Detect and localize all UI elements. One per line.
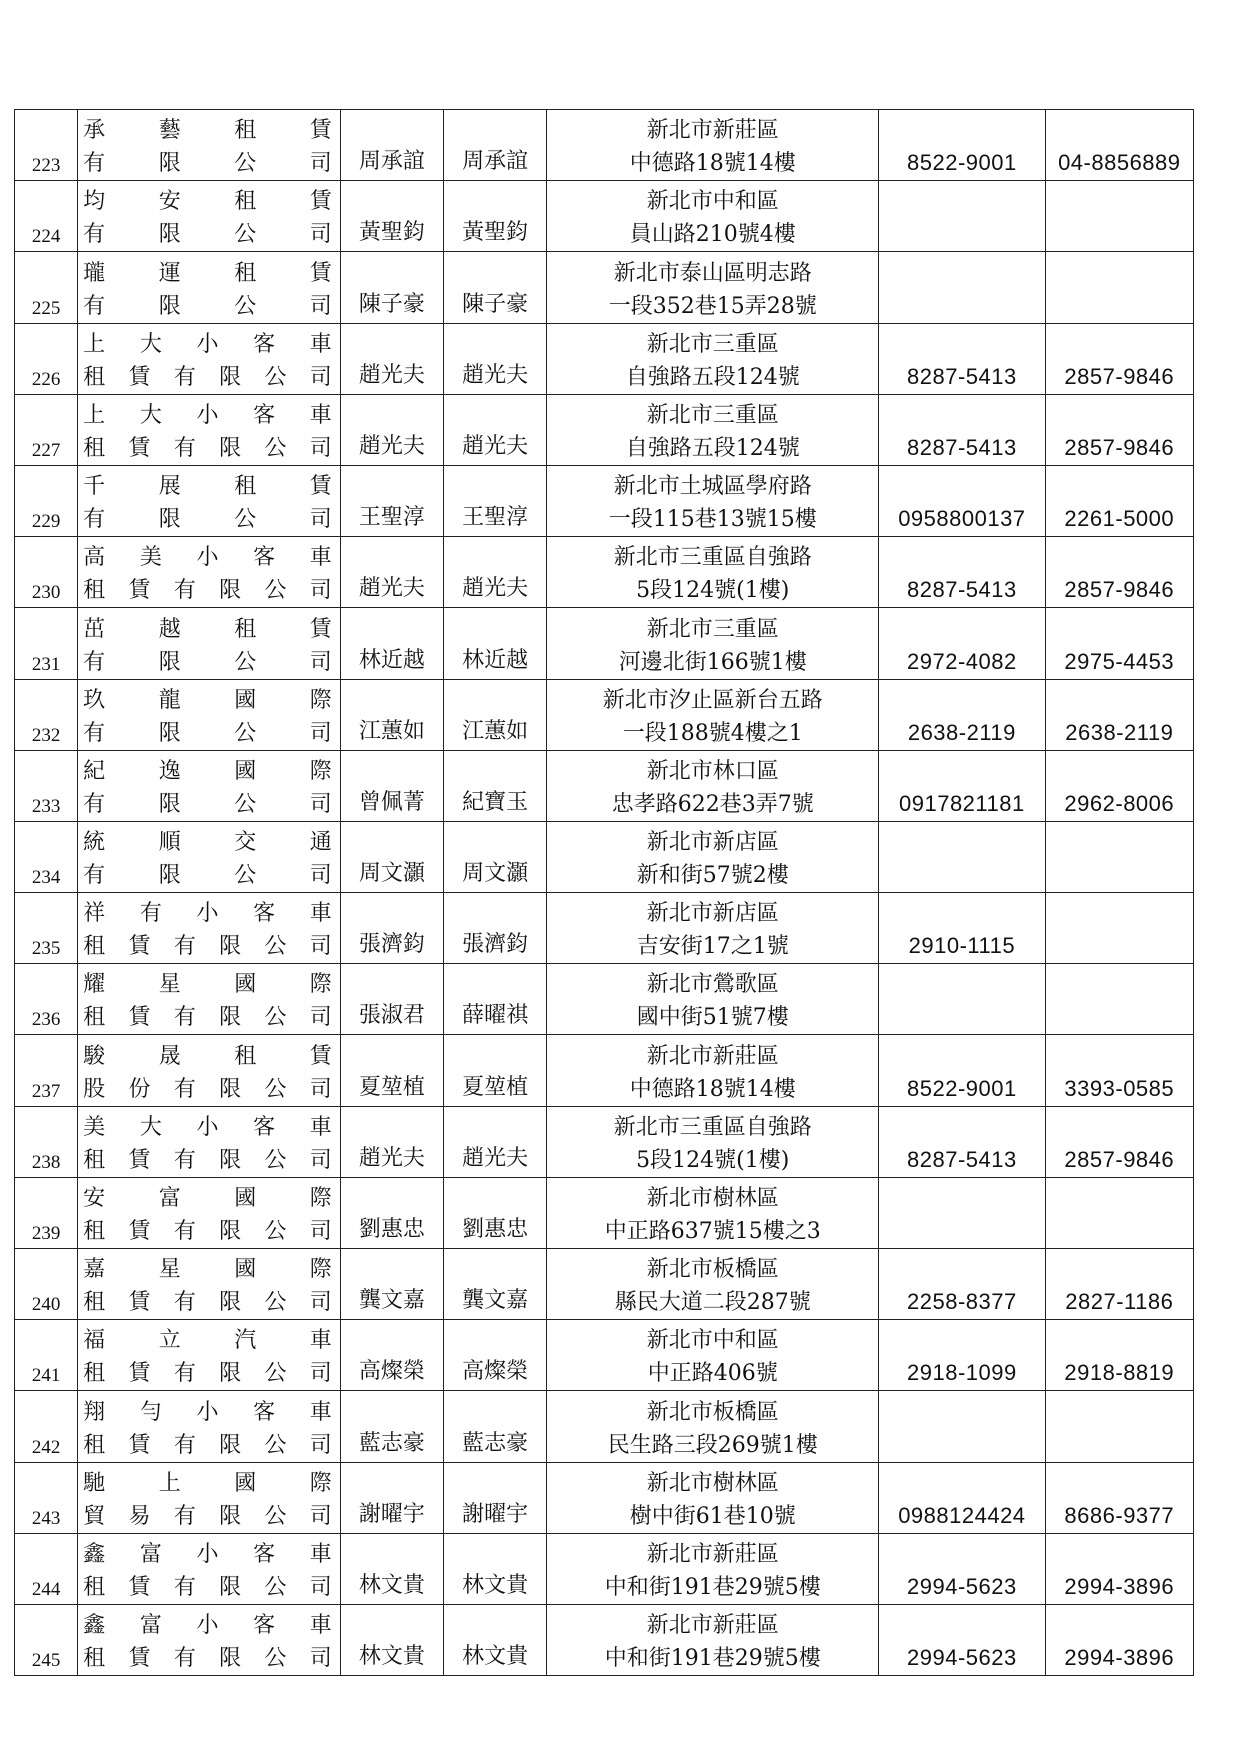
phone-number: 2918-1099 (879, 1320, 1045, 1391)
representative: 周文灝 (340, 821, 443, 892)
company-name-line: 有 限 公 司 (83, 791, 332, 817)
company-name-line: 股 份 有 限 公 司 (83, 1076, 332, 1102)
company-name (78, 750, 341, 821)
address-line: 新北市三重區自強路 (613, 1114, 812, 1140)
row-number: 234 (15, 821, 78, 892)
fax-number: 2638-2119 (1045, 679, 1193, 750)
company-name-line: 鑫 富 小 客 車 (83, 1613, 332, 1639)
phone-number (879, 181, 1045, 252)
address (547, 1106, 879, 1177)
contact-person: 王聖淳 (444, 465, 547, 536)
fax-number: 3393-0585 (1045, 1035, 1193, 1106)
phone-number (879, 821, 1045, 892)
contact-person: 高燦榮 (444, 1320, 547, 1391)
address (547, 750, 879, 821)
company-name (78, 1533, 341, 1604)
table-row (15, 1604, 1194, 1675)
fax-number: 2962-8006 (1045, 750, 1193, 821)
row-number: 225 (15, 252, 78, 323)
representative: 龔文嘉 (340, 1249, 443, 1320)
fax-number (1045, 1391, 1193, 1462)
company-name-line: 租 賃 有 限 公 司 (83, 1646, 332, 1672)
representative: 趙光夫 (340, 394, 443, 465)
fax-number (1045, 1177, 1193, 1248)
company-name (78, 537, 341, 608)
contact-person: 趙光夫 (444, 1106, 547, 1177)
company-name-line: 有 限 公 司 (83, 222, 332, 248)
address (547, 1391, 879, 1462)
company-name-line: 玖 龍 國 際 (83, 687, 332, 713)
address (547, 679, 879, 750)
company-name-line: 租 賃 有 限 公 司 (83, 1432, 332, 1458)
table-row (15, 1106, 1194, 1177)
company-name (78, 1391, 341, 1462)
company-name-line: 美 大 小 客 車 (83, 1114, 332, 1140)
fax-number: 2857-9846 (1045, 1106, 1193, 1177)
address (547, 537, 879, 608)
phone-number (879, 1177, 1045, 1248)
company-name (78, 110, 341, 181)
address-line: 河邊北街166號1樓 (618, 649, 807, 675)
company-name-line: 福 立 汽 車 (83, 1328, 332, 1354)
company-name (78, 1177, 341, 1248)
address (547, 893, 879, 964)
address (547, 181, 879, 252)
table-row (15, 1391, 1194, 1462)
contact-person: 張濟鈞 (444, 893, 547, 964)
address-line: 新北市板橋區 (646, 1399, 779, 1425)
representative: 黃聖鈞 (340, 181, 443, 252)
address-line: 樹中街61巷10號 (629, 1503, 796, 1529)
company-name-line: 有 限 公 司 (83, 863, 332, 889)
row-number: 243 (15, 1462, 78, 1533)
phone-number (879, 252, 1045, 323)
company-name (78, 1320, 341, 1391)
row-number: 232 (15, 679, 78, 750)
representative: 趙光夫 (340, 537, 443, 608)
company-name (78, 1035, 341, 1106)
address-line: 新北市新莊區 (646, 118, 779, 144)
row-number: 233 (15, 750, 78, 821)
fax-number (1045, 964, 1193, 1035)
address-line: 新北市樹林區 (646, 1186, 779, 1211)
company-name-line: 嘉 星 國 際 (83, 1257, 332, 1283)
row-number: 240 (15, 1249, 78, 1320)
address-line: 國中街51號7樓 (636, 1005, 789, 1031)
address-line: 5段124號(1樓) (636, 578, 790, 604)
address-line: 新北市樹林區 (646, 1470, 779, 1496)
table-row (15, 1249, 1194, 1320)
phone-number: 8287-5413 (879, 394, 1045, 465)
representative: 王聖淳 (340, 465, 443, 536)
table-row (15, 537, 1194, 608)
fax-number (1045, 252, 1193, 323)
company-name-line: 耀 星 國 際 (83, 972, 332, 998)
company-name (78, 608, 341, 679)
company-name-line: 高 美 小 客 車 (83, 545, 332, 571)
address-line: 新北市三重區自強路 (613, 545, 812, 571)
address-line: 員山路210號4樓 (629, 222, 796, 248)
address-line: 新北市林口區 (646, 758, 779, 784)
table-row (15, 750, 1194, 821)
address-line: 新北市板橋區 (646, 1257, 779, 1283)
row-number: 245 (15, 1604, 78, 1675)
contact-person: 趙光夫 (444, 537, 547, 608)
address-line: 新北市汐止區新台五路 (602, 687, 823, 713)
table-row (15, 323, 1194, 394)
table-row (15, 394, 1194, 465)
phone-number: 2638-2119 (879, 679, 1045, 750)
table-body (15, 110, 1194, 1676)
table-row (15, 1035, 1194, 1106)
rental-company-table (14, 109, 1194, 1676)
company-name (78, 1462, 341, 1533)
address (547, 608, 879, 679)
phone-number: 2258-8377 (879, 1249, 1045, 1320)
company-name (78, 964, 341, 1035)
row-number: 230 (15, 537, 78, 608)
address (547, 1462, 879, 1533)
company-name (78, 1106, 341, 1177)
company-name-line: 有 限 公 司 (83, 151, 332, 177)
address (547, 394, 879, 465)
representative: 曾佩菁 (340, 750, 443, 821)
company-name (78, 394, 341, 465)
table-row (15, 1462, 1194, 1533)
contact-person: 林近越 (444, 608, 547, 679)
address-line: 新北市新莊區 (646, 1043, 779, 1069)
table-row (15, 821, 1194, 892)
address (547, 323, 879, 394)
phone-number: 8287-5413 (879, 323, 1045, 394)
fax-number: 2857-9846 (1045, 323, 1193, 394)
address-line: 新北市土城區學府路 (613, 474, 812, 500)
representative: 高燦榮 (340, 1320, 443, 1391)
address-line: 自強路五段124號 (625, 364, 800, 390)
fax-number (1045, 821, 1193, 892)
address-line: 新北市新莊區 (646, 1541, 779, 1567)
company-name-line: 祥 有 小 客 車 (83, 901, 332, 927)
row-number: 241 (15, 1320, 78, 1391)
representative: 林近越 (340, 608, 443, 679)
address (547, 465, 879, 536)
representative: 張濟鈞 (340, 893, 443, 964)
row-number: 227 (15, 394, 78, 465)
representative: 陳子豪 (340, 252, 443, 323)
address-line: 新北市新莊區 (646, 1613, 779, 1639)
company-name-line: 瓏 運 租 賃 (83, 260, 332, 286)
representative: 張淑君 (340, 964, 443, 1035)
company-name-line: 上 大 小 客 車 (83, 331, 332, 357)
phone-number: 2910-1115 (879, 893, 1045, 964)
row-number: 226 (15, 323, 78, 394)
company-name-line: 均 安 租 賃 (83, 189, 332, 215)
company-name (78, 893, 341, 964)
company-name (78, 465, 341, 536)
address-line: 新和街57號2樓 (636, 863, 789, 889)
address-line: 新北市三重區 (646, 616, 779, 642)
fax-number: 2261-5000 (1045, 465, 1193, 536)
company-name (78, 821, 341, 892)
table-row (15, 465, 1194, 536)
phone-number: 8522-9001 (879, 1035, 1045, 1106)
contact-person: 夏堃植 (444, 1035, 547, 1106)
company-name (78, 323, 341, 394)
phone-number: 0958800137 (879, 465, 1045, 536)
company-name-line: 承 藝 租 賃 (83, 118, 332, 144)
company-name-line: 貿 易 有 限 公 司 (83, 1503, 332, 1529)
phone-number: 2972-4082 (879, 608, 1045, 679)
company-name-line: 千 展 租 賃 (83, 474, 332, 500)
company-name-line: 上 大 小 客 車 (83, 402, 332, 428)
phone-number: 8522-9001 (879, 110, 1045, 181)
company-name-line: 有 限 公 司 (83, 649, 332, 675)
company-name-line: 租 賃 有 限 公 司 (83, 1290, 332, 1316)
address-line: 一段115巷13號15樓 (608, 507, 817, 533)
phone-number (879, 1391, 1045, 1462)
representative: 林文貴 (340, 1604, 443, 1675)
address-line: 一段188號4樓之1 (622, 720, 803, 746)
address-line: 吉安街17之1號 (636, 934, 789, 960)
contact-person: 林文貴 (444, 1604, 547, 1675)
company-name-line: 有 限 公 司 (83, 720, 332, 746)
fax-number: 2994-3896 (1045, 1533, 1193, 1604)
address (547, 964, 879, 1035)
address-line: 中德路18號14樓 (629, 151, 796, 177)
fax-number (1045, 181, 1193, 252)
representative: 周承誼 (340, 110, 443, 181)
address (547, 1320, 879, 1391)
company-name-line: 租 賃 有 限 公 司 (83, 1219, 332, 1244)
contact-person: 薛曜祺 (444, 964, 547, 1035)
contact-person: 藍志豪 (444, 1391, 547, 1462)
company-name (78, 1604, 341, 1675)
row-number: 237 (15, 1035, 78, 1106)
address (547, 1249, 879, 1320)
company-name-line: 租 賃 有 限 公 司 (83, 1361, 332, 1387)
phone-number: 2994-5623 (879, 1533, 1045, 1604)
representative: 謝曜宇 (340, 1462, 443, 1533)
contact-person: 江蕙如 (444, 679, 547, 750)
table-row (15, 893, 1194, 964)
address-line: 民生路三段269號1樓 (607, 1432, 818, 1458)
phone-number (879, 964, 1045, 1035)
representative: 趙光夫 (340, 1106, 443, 1177)
phone-number: 8287-5413 (879, 1106, 1045, 1177)
address (547, 110, 879, 181)
address (547, 1035, 879, 1106)
contact-person: 陳子豪 (444, 252, 547, 323)
row-number: 242 (15, 1391, 78, 1462)
company-name-line: 租 賃 有 限 公 司 (83, 435, 332, 461)
company-name-line: 鑫 富 小 客 車 (83, 1541, 332, 1567)
company-name-line: 駿 晟 租 賃 (83, 1043, 332, 1069)
contact-person: 劉惠忠 (444, 1177, 547, 1248)
company-name-line: 租 賃 有 限 公 司 (83, 934, 332, 960)
fax-number: 8686-9377 (1045, 1462, 1193, 1533)
address-line: 新北市中和區 (646, 189, 779, 215)
address-line: 一段352巷15弄28號 (608, 293, 817, 319)
company-name (78, 252, 341, 323)
company-name-line: 茁 越 租 賃 (83, 616, 332, 642)
contact-person: 周文灝 (444, 821, 547, 892)
address (547, 252, 879, 323)
fax-number: 2918-8819 (1045, 1320, 1193, 1391)
table-row (15, 608, 1194, 679)
table-row (15, 181, 1194, 252)
address-line: 中正路406號 (647, 1361, 778, 1387)
address-line: 忠孝路622巷3弄7號 (611, 791, 814, 817)
company-name-line: 安 富 國 際 (83, 1186, 332, 1211)
company-name (78, 679, 341, 750)
representative: 江蕙如 (340, 679, 443, 750)
row-number: 238 (15, 1106, 78, 1177)
row-number: 244 (15, 1533, 78, 1604)
contact-person: 趙光夫 (444, 394, 547, 465)
company-name-line: 有 限 公 司 (83, 507, 332, 533)
table-row (15, 1533, 1194, 1604)
contact-person: 趙光夫 (444, 323, 547, 394)
contact-person: 紀寶玉 (444, 750, 547, 821)
table-row (15, 110, 1194, 181)
company-name-line: 馳 上 國 際 (83, 1470, 332, 1496)
company-name-line: 租 賃 有 限 公 司 (83, 578, 332, 604)
fax-number: 04-8856889 (1045, 110, 1193, 181)
company-name-line: 租 賃 有 限 公 司 (83, 1005, 332, 1031)
address-line: 新北市中和區 (646, 1328, 779, 1354)
row-number: 236 (15, 964, 78, 1035)
table-row (15, 679, 1194, 750)
company-name-line: 有 限 公 司 (83, 293, 332, 319)
address-line: 中和街191巷29號5樓 (604, 1646, 821, 1672)
address-line: 新北市三重區 (646, 331, 779, 357)
phone-number: 0917821181 (879, 750, 1045, 821)
address-line: 新北市泰山區明志路 (613, 260, 812, 286)
table-row (15, 252, 1194, 323)
contact-person: 黃聖鈞 (444, 181, 547, 252)
address (547, 1177, 879, 1248)
fax-number: 2975-4453 (1045, 608, 1193, 679)
address-line: 新北市新店區 (646, 901, 779, 927)
company-name-line: 租 賃 有 限 公 司 (83, 1574, 332, 1600)
address (547, 1604, 879, 1675)
table-row (15, 1177, 1194, 1248)
row-number: 229 (15, 465, 78, 536)
address (547, 1533, 879, 1604)
row-number: 223 (15, 110, 78, 181)
address (547, 821, 879, 892)
company-name-line: 統 順 交 通 (83, 830, 332, 856)
representative: 劉惠忠 (340, 1177, 443, 1248)
representative: 夏堃植 (340, 1035, 443, 1106)
address-line: 中正路637號15樓之3 (604, 1219, 821, 1244)
address-line: 中和街191巷29號5樓 (604, 1574, 821, 1600)
representative: 藍志豪 (340, 1391, 443, 1462)
contact-person: 龔文嘉 (444, 1249, 547, 1320)
table-row (15, 1320, 1194, 1391)
row-number: 231 (15, 608, 78, 679)
company-name-line: 租 賃 有 限 公 司 (83, 364, 332, 390)
address-line: 新北市新店區 (646, 830, 779, 856)
company-name-line: 紀 逸 國 際 (83, 758, 332, 784)
representative: 趙光夫 (340, 323, 443, 394)
contact-person: 林文貴 (444, 1533, 547, 1604)
address-line: 中德路18號14樓 (629, 1076, 796, 1102)
row-number: 224 (15, 181, 78, 252)
representative: 林文貴 (340, 1533, 443, 1604)
company-name (78, 181, 341, 252)
fax-number: 2857-9846 (1045, 537, 1193, 608)
row-number: 239 (15, 1177, 78, 1248)
address-line: 縣民大道二段287號 (614, 1290, 811, 1316)
fax-number (1045, 893, 1193, 964)
phone-number: 8287-5413 (879, 537, 1045, 608)
row-number: 235 (15, 893, 78, 964)
company-name-line: 租 賃 有 限 公 司 (83, 1147, 332, 1173)
fax-number: 2827-1186 (1045, 1249, 1193, 1320)
fax-number: 2857-9846 (1045, 394, 1193, 465)
phone-number: 0988124424 (879, 1462, 1045, 1533)
contact-person: 周承誼 (444, 110, 547, 181)
address-line: 5段124號(1樓) (636, 1147, 790, 1173)
phone-number: 2994-5623 (879, 1604, 1045, 1675)
address-line: 自強路五段124號 (625, 435, 800, 461)
fax-number: 2994-3896 (1045, 1604, 1193, 1675)
table-row (15, 964, 1194, 1035)
address-line: 新北市三重區 (646, 402, 779, 428)
company-name (78, 1249, 341, 1320)
company-name-line: 翔 勻 小 客 車 (83, 1399, 332, 1425)
contact-person: 謝曜宇 (444, 1462, 547, 1533)
address-line: 新北市鶯歌區 (646, 972, 779, 998)
